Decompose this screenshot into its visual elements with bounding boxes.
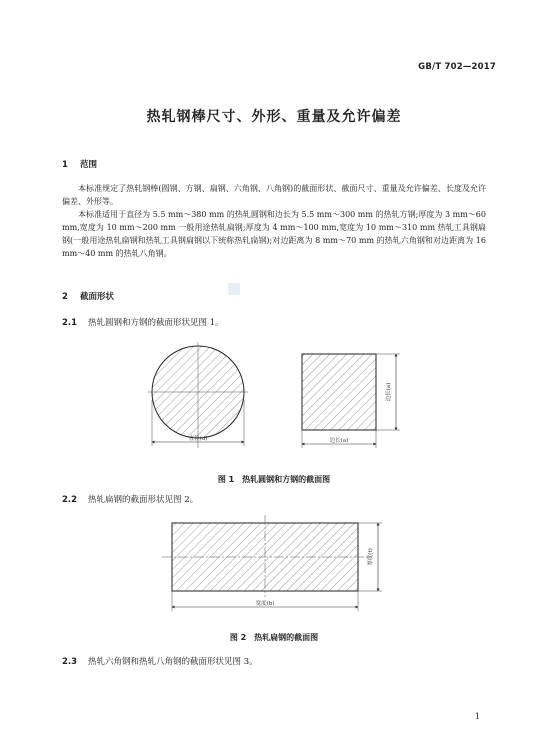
paragraph: 本标准适用于直径为 5.5 mm～380 mm 的热轧圆钢和边长为 5.5 mm～300 mm 的热轧方钢;厚度为 3 mm～60 mm,宽度为 10 mm～200 mm 一般用途热轧扁钢;厚度为 4 mm～100 mm,宽度为 10 mm～310 mm 热轧工具钢扁钢(一般用途热轧扁钢和热轧工具钢扁钢以下统称热轧扁钢);对边距离为 8 mm～70 mm 的热轧六角钢和对边距离为 16 mm～40 mm 的热轧八角钢。 <box>62 210 486 258</box>
section-title: 截面形状 <box>80 292 115 302</box>
watermark-icon <box>228 283 240 295</box>
thickness-label: 厚度(t) <box>368 548 374 566</box>
round-bar-section <box>148 342 248 448</box>
section-number: 2 <box>62 292 68 302</box>
section-2-heading <box>62 290 114 302</box>
diameter-label: 直径(d) <box>188 436 208 442</box>
section-1-body <box>62 182 486 260</box>
clause-2-1 <box>62 316 224 328</box>
standard-number: GB/T 702—2017 <box>418 62 496 72</box>
paragraph: 本标准规定了热轧钢棒(圆钢、方钢、扁钢、六角钢、八角钢)的截面形状、截面尺寸、重量及允许偏差、长度及允许偏差、外形等。 <box>62 184 486 206</box>
figure-1-drawing <box>140 340 410 458</box>
page-number: 1 <box>474 712 480 721</box>
section-1-heading <box>62 158 97 170</box>
clause-number: 2.3 <box>62 657 78 667</box>
clause-text: 热轧六角钢和热轧八角钢的截面形状见图 3。 <box>88 657 258 667</box>
side-height-label: 边长(a) <box>386 382 392 402</box>
width-label: 宽度(b) <box>255 601 275 607</box>
clause-number: 2.1 <box>62 318 78 328</box>
clause-number: 2.2 <box>62 495 78 505</box>
figure-2-drawing <box>150 515 400 615</box>
figure-1-caption: 图 1 热轧圆钢和方钢的截面图 <box>217 475 331 484</box>
figure-2-caption: 图 2 热轧扁钢的截面图 <box>229 633 319 642</box>
square-bar-section <box>302 354 400 448</box>
clause-text: 热轧扁钢的截面形状见图 2。 <box>88 495 199 505</box>
flat-bar-section <box>162 515 382 611</box>
section-number: 1 <box>62 160 68 170</box>
clause-2-3 <box>62 655 258 667</box>
section-title: 范围 <box>80 160 98 170</box>
clause-text: 热轧圆钢和方钢的截面形状见图 1。 <box>88 318 224 328</box>
clause-2-2 <box>62 493 198 505</box>
document-title: 热轧钢棒尺寸、外形、重量及允许偏差 <box>146 109 402 125</box>
side-width-label: 边长(a) <box>329 438 349 444</box>
